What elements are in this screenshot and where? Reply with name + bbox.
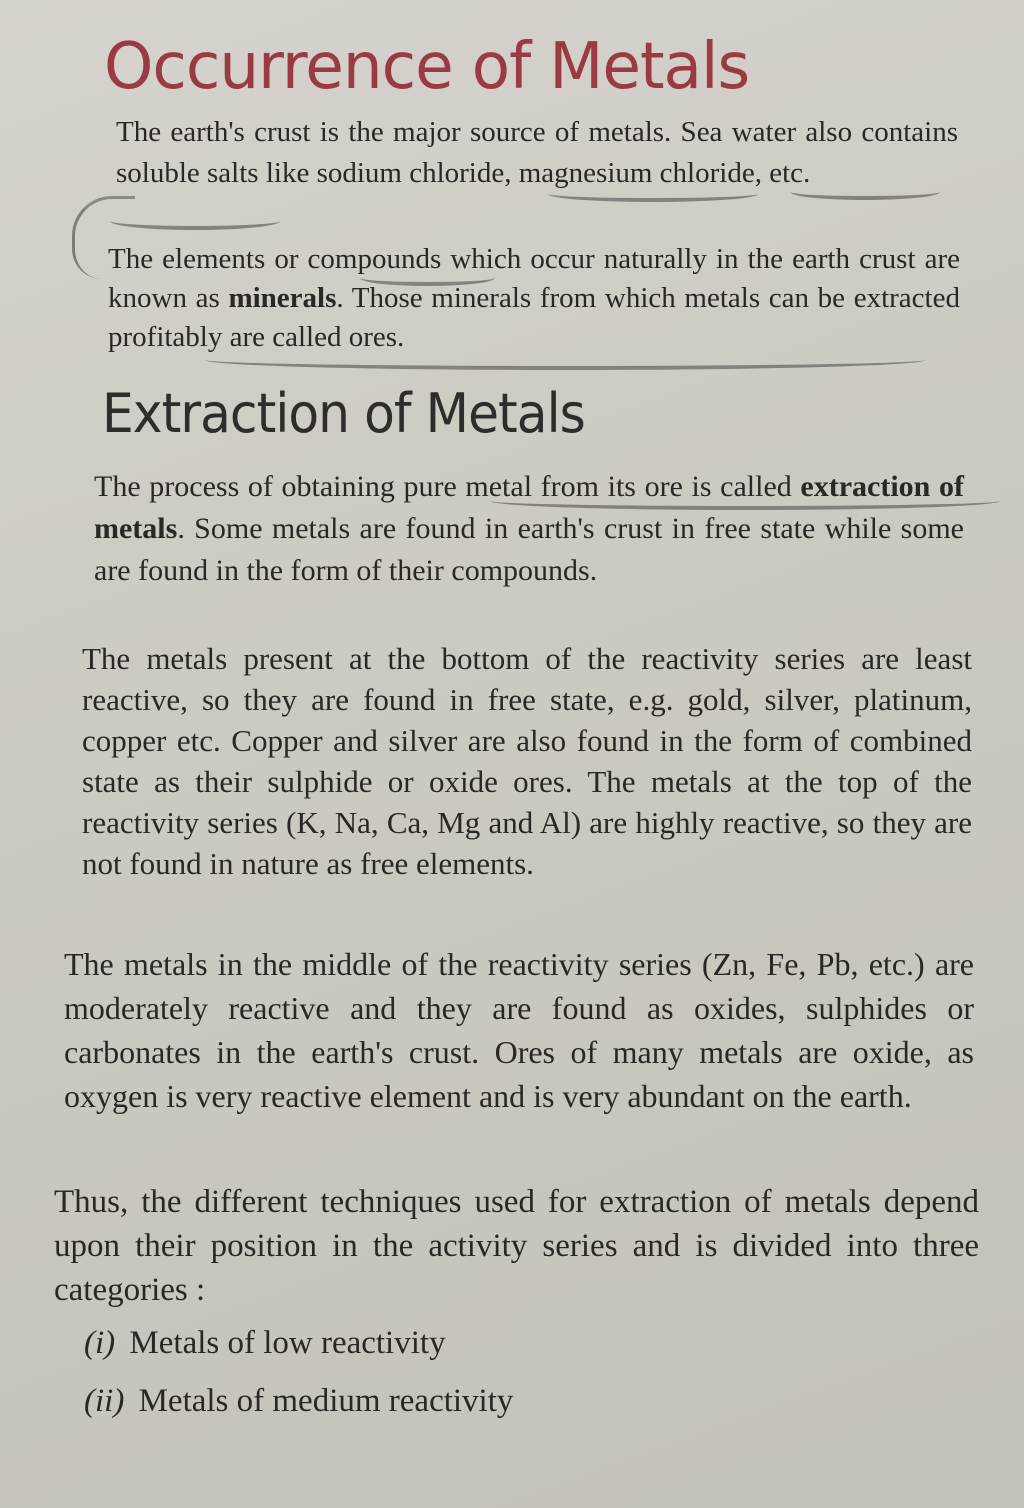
paragraph-minerals-ores: The elements or compounds which occur naturally in the earth crust are known as minerals. Those minerals from which metals can be extracted profitably are called ores. (108, 243, 960, 353)
term-minerals: minerals (228, 282, 337, 314)
categories-list (84, 1318, 513, 1434)
heading-occurrence-of-metals: Occurrence of Metals (104, 30, 750, 104)
pen-underline-chloride (110, 212, 280, 230)
heading-extraction-of-metals: Extraction of Metals (102, 382, 585, 445)
term-extraction-of-metals: extraction of metals (94, 470, 964, 545)
paragraph-techniques: Thus, the different techniques used for extraction of metals depend upon their position in the activity series and is divided into three categories : (54, 1184, 979, 1308)
list-item: (i) Metals of low reactivity (84, 1325, 446, 1361)
paragraph-low-and-high-reactivity: The metals present at the bottom of the reactivity series are least reactive, so they are found in free state, e.g. gold, silver, platinum, copper etc. Copper and silver are also found in the form of combined state as their sulphide or oxide ores. The metals at the top of the reactivity series (K, Na, Ca, Mg and Al) are highly reactive, so they are not found in nature as free elements. (82, 641, 972, 881)
paragraph-extraction-definition: The process of obtaining pure metal from its ore is called extraction of metals. Some metals are found in earth's crust in free state while some are found in the form of their compounds. (94, 470, 964, 587)
list-item: (ii) Metals of medium reactivity (84, 1383, 514, 1419)
paragraph-middle-reactivity: The metals in the middle of the reactivity series (Zn, Fe, Pb, etc.) are moderately reactive and they are found as oxides, sulphides or carbonates in the earth's crust. Ores of many metals are oxide, as oxygen is very reactive element and is very abundant on the earth. (64, 946, 974, 1114)
paragraph-earth-crust: The earth's crust is the major source of metals. Sea water also contains soluble salts like sodium chloride, magnesium chloride, etc. (116, 116, 958, 189)
